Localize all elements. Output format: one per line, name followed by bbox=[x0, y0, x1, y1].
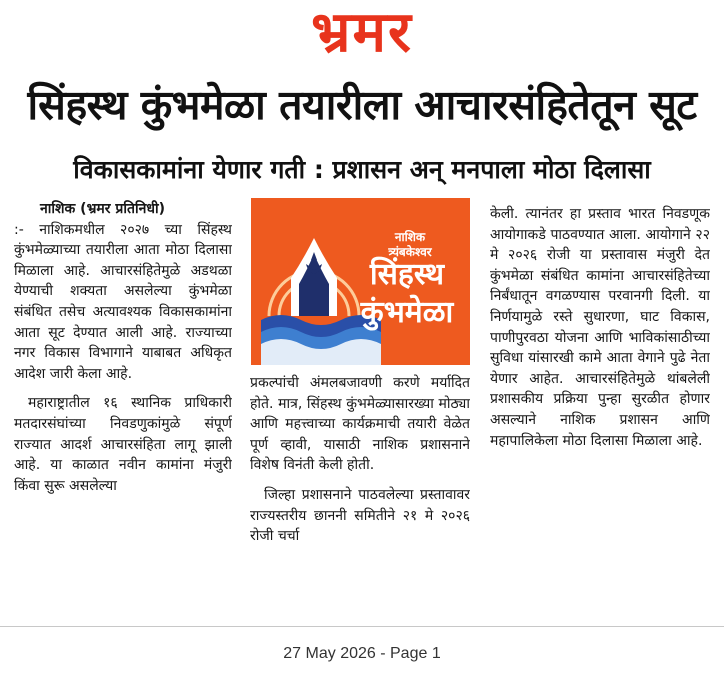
kumbh-mela-logo bbox=[251, 198, 470, 365]
paragraph: महाराष्ट्रातील १६ स्थानिक प्राधिकारी मतदारसंघांच्या निवडणुकांमुळे संपूर्ण राज्यात आदर्श आचारसंहिता लागू झाली आहे. या काळात नवीन कामांना मंजुरी किंवा सुरू असलेल्या bbox=[14, 395, 232, 494]
paragraph: केली. त्यानंतर हा प्रस्ताव भारत निवडणूक आयोगाकडे पाठवण्यात आला. आयोगाने २२ मे २०२६ रोजी या प्रस्तावास मंजुरी देत कुंभमेळा संबंधित कामांना आचारसंहितेच्या निर्बंधातून वगळण्यास परवानगी दिली. या निर्णयामुळे रस्ते सुधारणा, घाट विकास, पाणीपुरवठा योजना आणि भाविकांसाठीच्या सुविधा यांसारखी कामे आता वेगाने पुढे नेता येणार आहेत. आचारसंहितेमुळे थांबलेली प्रशासकीय प्रक्रिया पुन्हा सुरळीत होणार असल्याने नाशिक प्रशासन आणि महापालिकेला मोठा दिलासा मिळाला आहे. bbox=[490, 206, 710, 449]
paragraph: :- नाशिकमधील २०२७ च्या सिंहस्थ कुंभमेळ्याच्या तयारीला आता मोठा दिलासा मिळाला आहे. आचारसंहितेमुळे अडथळा येण्याची शक्यता असलेल्या कुंभमेळा संबंधित तसेच अत्यावश्यक विकासकामांना आता सूट देण्यात आली आहे. राज्याच्या नगर विकास विभागाने याबाबत अधिकृत आदेश जारी केला आहे. bbox=[14, 221, 232, 382]
paragraph: जिल्हा प्रशासनाने पाठवलेल्या प्रस्तावावर राज्यस्तरीय छाननी समितीने २१ मे २०२६ रोजी चर्चा bbox=[250, 486, 470, 545]
byline: नाशिक (भ्रमर प्रतिनिधी) bbox=[40, 201, 165, 217]
logo-place-text: नाशिक त्र्यंबकेश्वर bbox=[388, 230, 432, 259]
page-footer: 27 May 2026 - Page 1 bbox=[283, 645, 441, 662]
article-column-1 bbox=[14, 199, 232, 609]
masthead-logo: भ्रमर bbox=[311, 0, 413, 65]
logo-title-text: सिंहस्थ कुंभमेळा bbox=[360, 257, 454, 330]
subheadline: विकासकामांना येणार गती : प्रशासन अन् मनपाला मोठा दिलासा bbox=[73, 155, 651, 184]
article-column-3 bbox=[490, 204, 710, 609]
divider bbox=[0, 626, 724, 627]
article-column-2 bbox=[250, 373, 470, 609]
headline: सिंहस्थ कुंभमेळा तयारीला आचारसंहितेतून सूट bbox=[27, 81, 697, 129]
paragraph: प्रकल्पांची अंमलबजावणी करणे मर्यादित होते. मात्र, सिंहस्थ कुंभमेळ्यासारख्या मोठ्या आणि महत्त्वाच्या कार्यक्रमाची तयारी वेळेत पूर्ण व्हावी, यासाठी नाशिक प्रशासनाने विशेष विनंती केली होती. bbox=[250, 375, 470, 474]
